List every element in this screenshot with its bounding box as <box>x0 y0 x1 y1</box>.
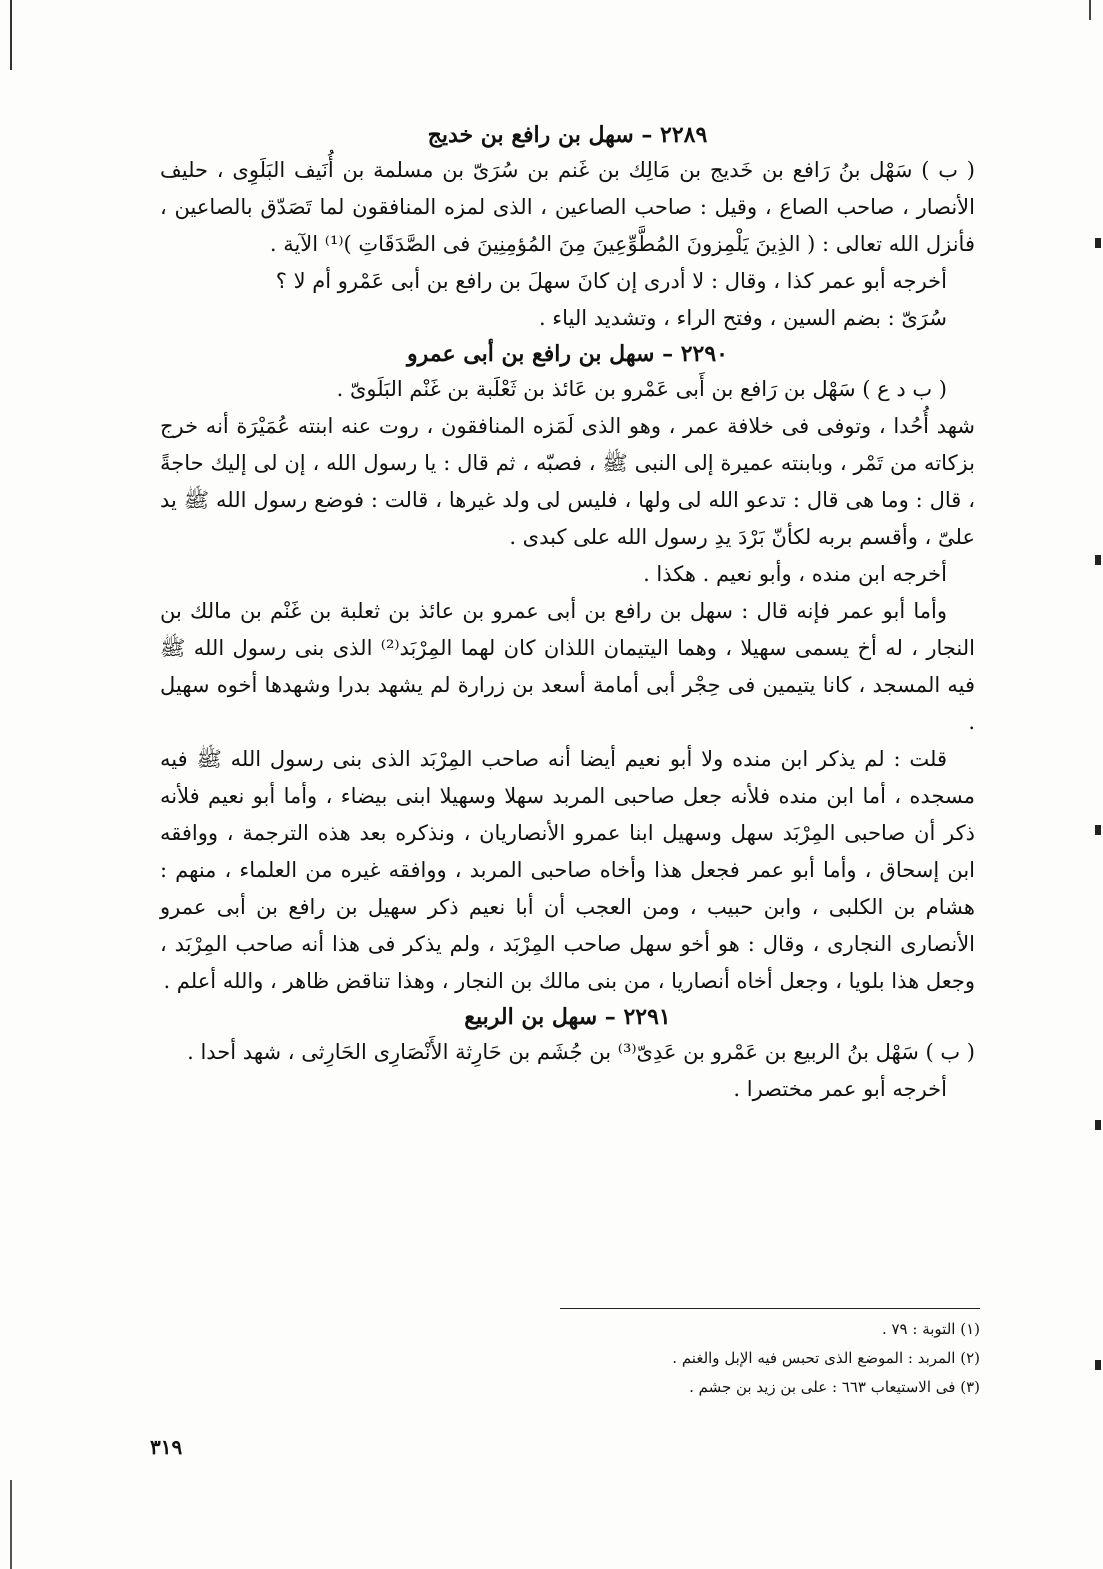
entry-2289 <box>160 118 975 337</box>
entry-paragraph: ( ب ) سَهْل بنُ الربيع بن عَمْرو بن عَدِىّ⁽³⁾ بن جُشَم بن حَارِثة الأَنْصَارِى الحَارِثى ، شهد أحدا . <box>187 1040 975 1064</box>
scan-edge-mark <box>1095 1120 1101 1130</box>
page-number: ٣١٩ <box>150 1435 183 1459</box>
footnote: (٣) فى الاستيعاب ٦٦٣ : على بن زيد بن جشم . <box>689 1378 980 1396</box>
entry-paragraph: وأما أبو عمر فإنه قال : سهل بن رافع بن أبى عمرو بن عائذ بن ثعلبة بن غَنْم بن مالك بن النجار ، له أخ يسمى سهيلا ، وهما اليتيمان اللذان كان لهما المِرْبَد⁽²⁾ الذى بنى رسول الله ﷺ فيه المسجد ، كانا يتيمين فى حِجْر أبى أمامة أسعد بن زرارة لم يشهد بدرا وشهدها أخوه سهيل . <box>160 599 975 734</box>
scan-edge-line <box>10 0 12 70</box>
entry-paragraph: ( ب ) سَهْل بنُ رَافع بن خَديج بن مَالِك بن غَنم بن سُرَىّ بن مسلمة بن أُنَيف البَلَوِى ، حليف الأنصار ، صاحب الصاع ، وقيل : صاحب الصاعين ، الذى لمزه المنافقون لما تَصَدّق بالصاعين ، فأنزل الله تعالى : ( الذِينَ يَلْمِزونَ المُطَّوِّعِينَ مِنَ المُؤمِنِينَ فى الصَّدَقَاتِ )⁽¹⁾ الآية . <box>160 158 975 256</box>
scan-edge-mark <box>1095 825 1101 835</box>
entry-paragraph: أخرجه أبو عمر مختصرا . <box>733 1077 947 1101</box>
entry-paragraph: شهد أُحُدا ، وتوفى فى خلافة عمر ، وهو الذى لَمَزه المنافقون ، روت عنه ابنته عُمَيْرَة أنه خرج بزكاته من تَمْر ، وبابنته عميرة إلى النبى ﷺ ، فصبّه ، ثم قال : يا رسول الله ، إن لى إليك حاجةً ، قال : وما هى قال : تدعو الله لى ولها ، فليس لى ولد غيرها ، قالت : فوضع رسول الله ﷺ يد علىّ ، وأقسم بربه لكأنّ بَرْدَ يدِ رسول الله على كبدى . <box>160 414 975 549</box>
entry-paragraph: سُرَىّ : بضم السين ، وفتح الراء ، وتشديد الياء . <box>538 306 947 330</box>
entry-2291 <box>160 1000 975 1108</box>
scan-edge-line <box>1089 0 1091 20</box>
footnote: (٢) المربد : الموضع الذى تحبس فيه الإبل والغنم . <box>672 1349 980 1367</box>
entry-paragraph: ( ب د ع ) سَهْل بن رَافع بن أَبى عَمْرو بن عَائذ بن ثَعْلَبة بن غَنْم البَلَوىّ . <box>336 377 947 401</box>
entry-heading: ٢٢٩٠ – سهل بن رافع بن أبى عمرو <box>407 341 728 367</box>
main-text <box>160 118 975 1108</box>
entry-2290 <box>160 337 975 1000</box>
scan-edge-mark <box>1095 1360 1101 1370</box>
entry-heading: ٢٢٩١ – سهل بن الربيع <box>464 1004 671 1030</box>
entry-paragraph: قلت : لم يذكر ابن منده ولا أبو نعيم أيضا أنه صاحب المِرْبَد الذى بنى رسول الله ﷺ فيه مسجده ، أما ابن منده فلأنه جعل صاحبى المربد سهلا وسهيلا ابنى بيضاء ، وأما أبو نعيم فلأنه ذكر أن صاحبى المِرْبَد سهل وسهيل ابنا عمرو الأنصاريان ، ونذكره بعد هذه الترجمة ، ووافقه ابن إسحاق ، وأما أبو عمر فجعل هذا وأخاه صاحبى المربد ، ووافقه غيره من العلماء ، منهم : هشام بن الكلبى ، وابن حبيب ، ومن العجب أن أبا نعيم ذكر سهيل بن رافع بن أبى عمرو الأنصارى النجارى ، وقال : هو أخو سهل صاحب المِرْبَد ، ولم يذكر فى هذا أنه صاحب المِرْبَد ، وجعل هذا بلويا ، وجعل أخاه أنصاريا ، من بنى مالك بن النجار ، وهذا تناقض ظاهر ، والله أعلم . <box>160 747 975 993</box>
entry-paragraph: أخرجه أبو عمر كذا ، وقال : لا أدرى إن كانَ سهلَ بن رافع بن أبى عَمْرو أم لا ؟ <box>275 269 947 293</box>
scan-edge-line <box>10 1480 12 1569</box>
scan-edge-mark <box>1095 555 1101 565</box>
footnote: (١) التوبة : ٧٩ . <box>881 1320 980 1338</box>
entry-heading: ٢٢٨٩ – سهل بن رافع بن خديج <box>427 122 708 148</box>
entry-paragraph: أخرجه ابن منده ، وأبو نعيم . هكذا . <box>643 562 947 586</box>
footnotes <box>560 1308 980 1402</box>
scan-edge-mark <box>1095 238 1101 248</box>
